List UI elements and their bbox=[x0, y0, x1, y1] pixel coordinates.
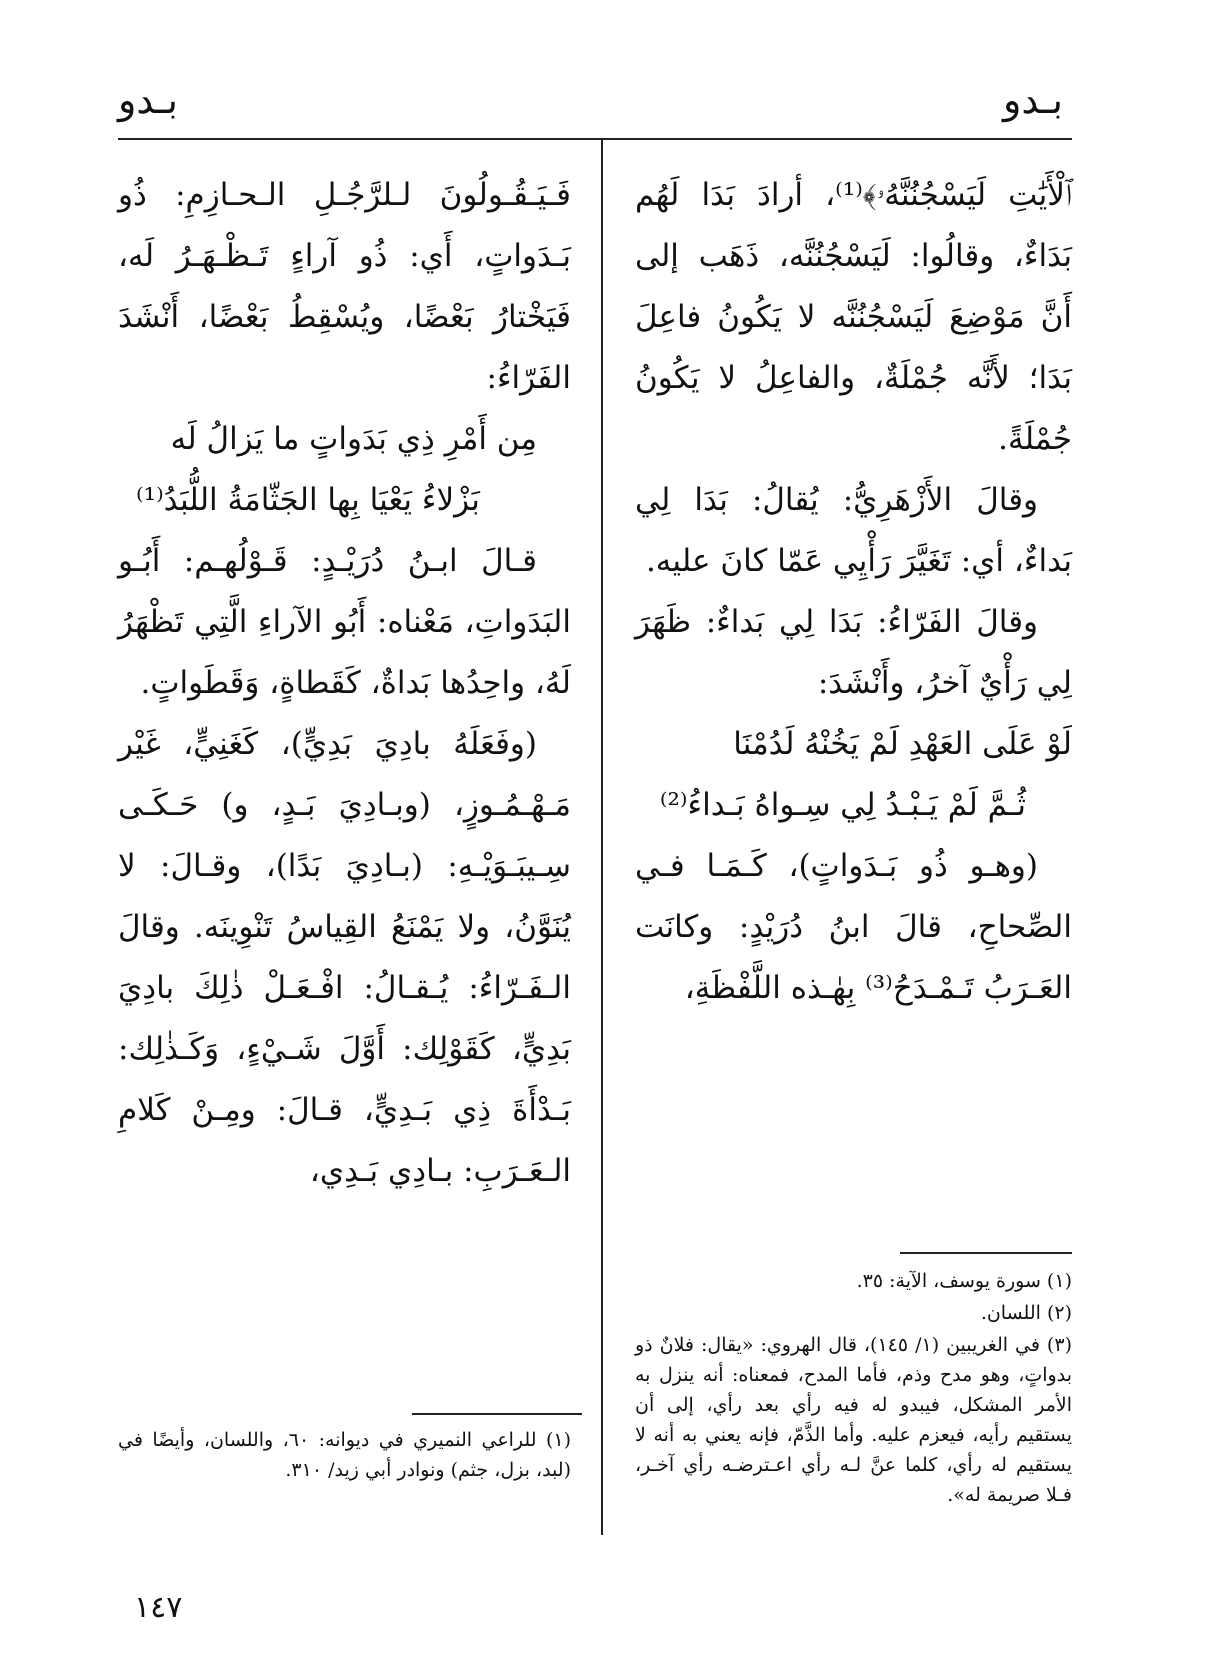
left-paragraph-2: قـالَ ابـنُ دُرَيْـدٍ: قَـوْلُهـم: أَبُـو البَدَواتِ، مَعْناه: أَبُو الآراءِ الَّتِي تَظْهَرُ لَهُ، واحِدُها بَداةٌ، كَقَطاةٍ، وَقَطَواتٍ. bbox=[118, 543, 571, 701]
right-verse-line-1: لَوْ عَلَى العَهْدِ لَمْ يَخُنْهُ لَدُمْنَا bbox=[733, 726, 1072, 762]
column-divider bbox=[601, 140, 603, 1535]
footnote-right-2: (٢) اللسان. bbox=[980, 1302, 1072, 1324]
running-header-left: بـدو bbox=[118, 78, 179, 122]
right-paragraph-4: (وهـو ذُو بَـدَواتٍ)، كَـمَـا فـي الصِّحاحِ، قالَ ابنُ دُرَيْدٍ: وكانَت العَـرَبُ تَـمْـدَحُ⁽³⁾ بِهٰـذه اللَّفْظَةِ، bbox=[635, 848, 1072, 1006]
left-paragraph-3: (وفَعَلَهُ بادِيَ بَدِيٍّ)، كَغَنِيٍّ، غَيْر مَـهْـمُـوزٍ، (وبـادِيَ بَـدٍ، و) حَـكَـى سِـيبَـوَيْـهِ: (بـادِيَ بَدًا)، وقـالَ: لا يُنَوَّنُ، ولا يَمْنَعُ القِياسُ تَنْوِينَه. وقالَ الـفَـرّاءُ: يُـقـالُ: افْـعَـلْ ذٰلِكَ بادِيَ بَدِيٍّ، كَقَوْلِك: أَوَّلَ شَـيْءٍ، وَكَـذٰلِك: بَـدْأَةَ ذِي بَـدِيٍّ، قـالَ: ومِـنْ كَلامِ الـعَـرَبِ: بـادِي بَـدِي، bbox=[118, 726, 571, 1189]
footnote-left-1: (١) للراعي النميري في ديوانه: ٦٠، واللسان، وأيضًا في (لبد، بزل، جثم) ونوادر أبي زيد/ ٣١٠. bbox=[118, 1429, 571, 1481]
left-verse-line-1: مِن أَمْرِ ذِي بَدَواتٍ ما يَزالُ لَه bbox=[170, 421, 537, 457]
running-header-right: بـدو bbox=[1002, 78, 1063, 122]
left-verse-line-2: بَزْلاءُ يَعْيَا بِها الجَثّامَةُ اللُّبَدُ⁽¹⁾ bbox=[136, 482, 480, 518]
footnote-right-3: (٣) في الغريبين (١/ ١٤٥)، قال الهروي: «يقال: فلانٌ ذو بدواتٍ، وهو مدح وذم، فأما المدح، فمعناه: أنه ينزل به الأمر المشكل، فيبدو له فيه رأي بعد رأي، إلى أن يستقيم رأيه، فيعزم عليه. وأما الذَّمّ، فإنه يعني به أنه لا يستقيم له رأي، كلما عنَّ لـه رأي اعـترضـه رأي آخـر، فـلا صريمة له». bbox=[635, 1334, 1072, 1506]
right-paragraph-1: ٱلْأَيَٰتِ لَيَسْجُنُنَّهُۥ﴾⁽¹⁾، أرادَ بَدَا لَهُم بَدَاءٌ، وقالُوا: لَيَسْجُنُنَّه، ذَهَب إلى أَنَّ مَوْضِعَ لَيَسْجُنُنَّه لا يَكُونُ فاعِلَ بَدَا؛ لأَنَّه جُمْلَةٌ، والفاعِلُ لا يَكُونُ جُمْلَةً. bbox=[635, 177, 1073, 457]
page-number: ١٤٧ bbox=[134, 1590, 183, 1625]
footnotes-right bbox=[635, 1266, 1072, 1512]
left-paragraph-1: فَـيَـقُـولُونَ لـلرَّجُـلِ الـحـازِمِ: ذُو بَـدَواتٍ، أَي: ذُو آراءٍ تَـظْـهَـرُ لَه، فَيَخْتارُ بَعْضًا، ويُسْقِطُ بَعْضًا، أَنْشَدَ الفَرّاءُ: bbox=[118, 177, 571, 396]
header-rule bbox=[118, 138, 1072, 140]
footnotes-left bbox=[118, 1425, 571, 1487]
left-column bbox=[118, 165, 571, 1202]
footnote-rule-left bbox=[412, 1413, 582, 1415]
right-verse-line-2: ثُـمَّ لَمْ يَـبْـدُ لِي سِـواهُ بَـداءُ⁽²⁾ bbox=[659, 787, 1026, 823]
right-column bbox=[635, 165, 1072, 1019]
right-paragraph-3: وقالَ الفَرّاءُ: بَدَا لِي بَداءٌ: ظَهَرَ لِي رَأْيٌ آخرُ، وأَنْشَدَ: bbox=[635, 604, 1072, 701]
footnote-rule-right bbox=[900, 1252, 1072, 1254]
right-paragraph-2: وقالَ الأَزْهَرِيُّ: يُقالُ: بَدَا لِي بَداءٌ، أي: تَغَيَّرَ رَأْيِي عَمّا كانَ عليه. bbox=[635, 482, 1072, 579]
footnote-right-1: (١) سورة يوسف، الآية: ٣٥. bbox=[856, 1270, 1072, 1292]
